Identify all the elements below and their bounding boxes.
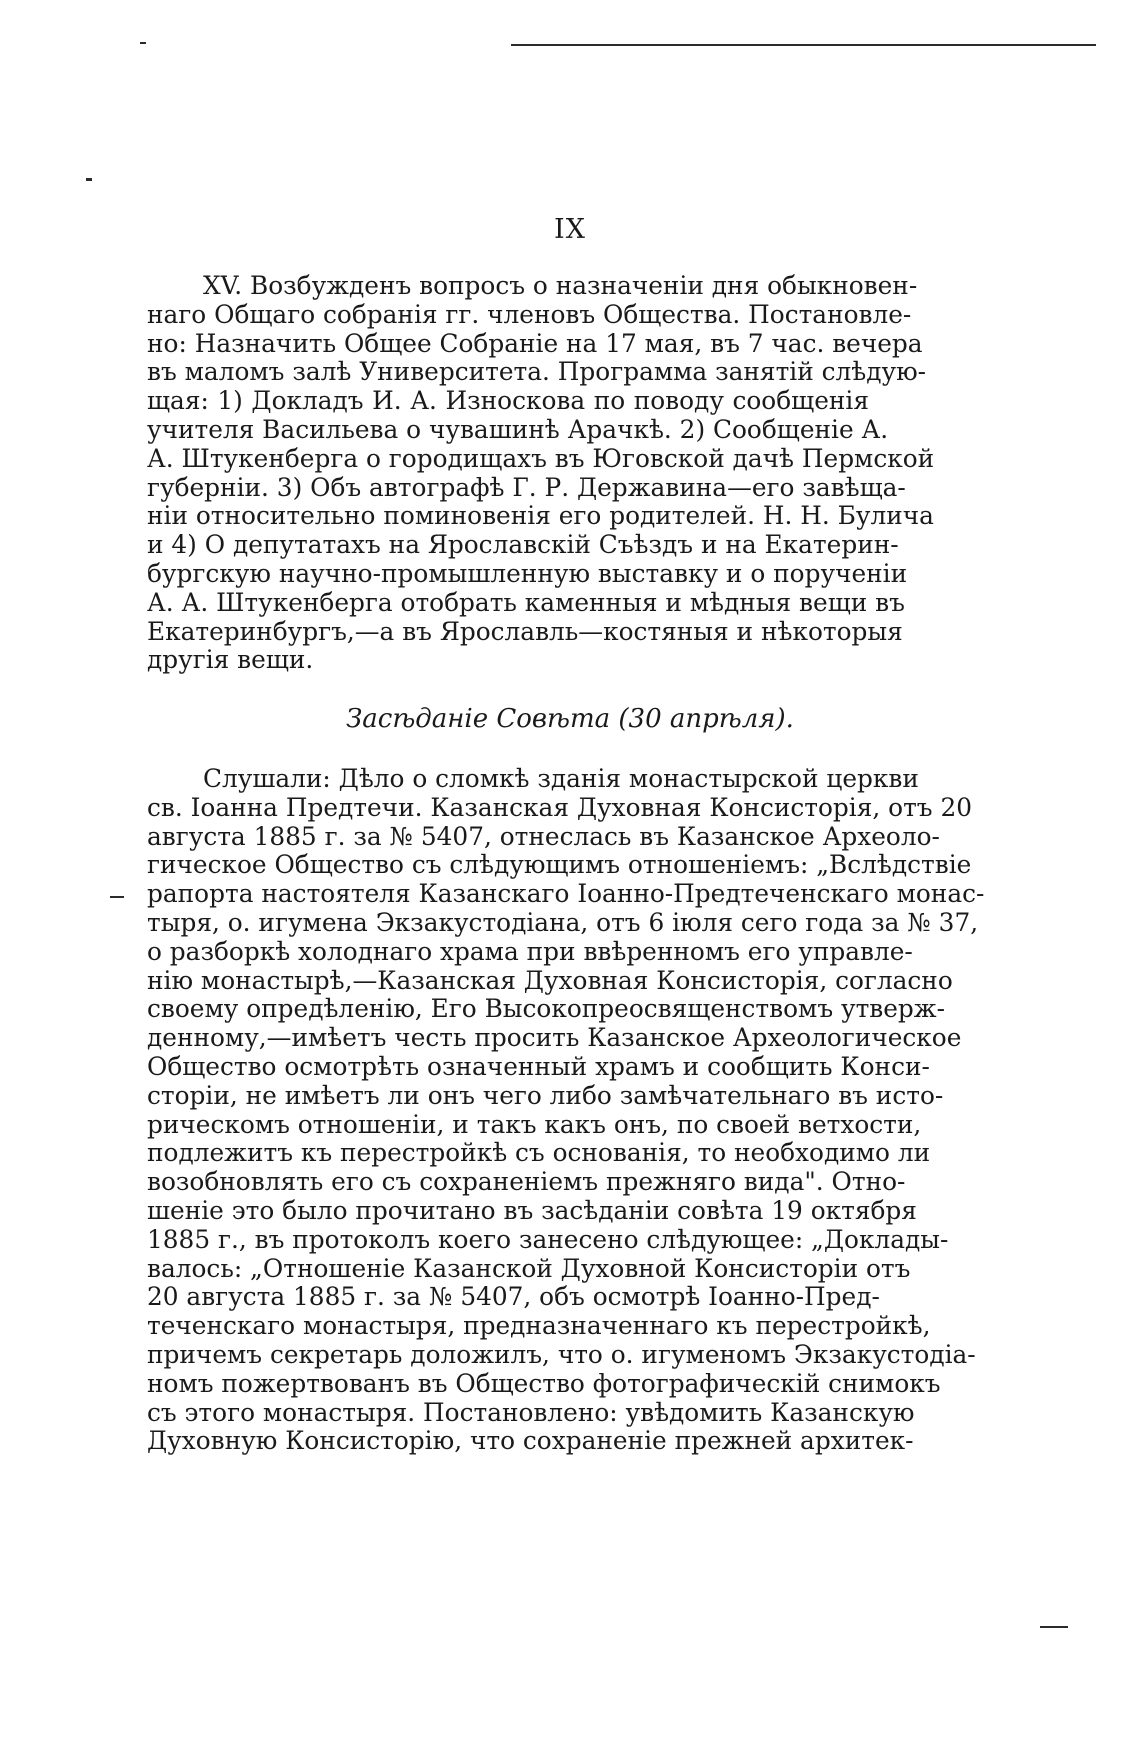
text-line: денному,—имѣетъ честь просить Казанское Археологическое [147, 1023, 962, 1053]
text-line: рическомъ отношеніи, и такъ какъ онъ, по своей ветхости, [147, 1109, 922, 1139]
text-line: Слушали: Дѣло о сломкѣ зданія монастырской церкви [203, 764, 919, 793]
text-line: св. Іоанна Предтечи. Казанская Духовная Консисторія, отъ 20 [147, 792, 972, 822]
text-line: въ маломъ залѣ Университета. Программа занятій слѣдую- [147, 357, 927, 387]
text-line: сторіи, не имѣетъ ли онъ чего либо замѣчательнаго въ исто- [147, 1080, 944, 1110]
text-line: о разборкѣ холоднаго храма при ввѣренномъ его управле- [147, 936, 913, 966]
margin-mark-left [110, 896, 124, 898]
text-line: гическое Общество съ слѣдующимъ отношеніемъ: „Вслѣдствіе [147, 850, 972, 880]
text-line: учителя Васильева о чувашинѣ Арачкѣ. 2) Сообщеніе А. [147, 414, 889, 444]
text-line: валось: „Отношеніе Казанской Духовной Консисторіи отъ [147, 1253, 911, 1283]
margin-mark-right [1040, 1626, 1068, 1628]
text-line: А. А. Штукенберга отобрать каменныя и мѣдныя вещи въ [147, 587, 905, 617]
text-line: августа 1885 г. за № 5407, отнеслась въ Казанское Археоло- [147, 821, 940, 851]
text-line: нію монастырѣ,—Казанская Духовная Консисторія, согласно [147, 965, 953, 995]
text-line: шеніе это было прочитано въ засѣданіи совѣта 19 октября [147, 1195, 917, 1225]
text-line: но: Назначить Общее Собраніе на 17 мая, въ 7 час. вечера [147, 328, 923, 358]
text-line: причемъ секретарь доложилъ, что о. игуменомъ Экзакустодіа- [147, 1339, 976, 1369]
text-line: своему опредѣленію, Его Высокопреосвященствомъ утверж- [147, 994, 945, 1024]
text-line: 1885 г., въ протоколъ коего занесено слѣдующее: „Доклады- [147, 1224, 949, 1254]
text-line: возобновлять его съ сохраненіемъ прежняго вида". Отно- [147, 1167, 906, 1197]
text-line: подлежитъ къ перестройкѣ съ основанія, то необходимо ли [147, 1138, 931, 1168]
page-number: IX [554, 214, 586, 245]
paragraph-2 [147, 764, 985, 1456]
text-line: ніи относительно поминовенія его родителей. Н. Н. Булича [147, 501, 934, 531]
text-line: Духовную Консисторію, что сохраненіе прежней архитек- [147, 1426, 914, 1456]
text-line: щая: 1) Докладъ И. А. Износкова по поводу сообщенія [147, 386, 869, 416]
scan-artifact-dot [86, 178, 92, 181]
text-line: Общество осмотрѣть означенный храмъ и сообщить Конси- [147, 1051, 930, 1081]
text-line: рапорта настоятеля Казанскаго Іоанно-Предтеченскаго монас- [147, 879, 985, 909]
scan-artifact-tick [140, 42, 146, 44]
text-line: съ этого монастыря. Постановлено: увѣдомить Казанскую [147, 1397, 915, 1427]
text-line: А. Штукенберга о городищахъ въ Юговской дачѣ Пермской [147, 443, 935, 473]
text-line: наго Общаго собранія гг. членовъ Общества. Постановле- [147, 299, 912, 329]
text-line: теченскаго монастыря, предназначеннаго къ перестройкѣ, [147, 1311, 931, 1341]
scan-artifact-top-rule [511, 44, 1096, 46]
text-line: тыря, о. игумена Экзакустодіана, отъ 6 іюля сего года за № 37, [147, 907, 979, 937]
text-line: номъ пожертвованъ въ Общество фотографическій снимокъ [147, 1368, 941, 1398]
section-heading: Засѣданіе Совѣта (30 апрѣля). [346, 704, 794, 734]
text-line: губерніи. 3) Объ автографѣ Г. Р. Державина—его завѣща- [147, 472, 906, 502]
paragraph-1 [147, 271, 935, 675]
text-line: Екатеринбургъ,—а въ Ярославль—костяныя и нѣкоторыя [147, 616, 903, 646]
text-line: бургскую научно-промышленную выставку и о порученіи [147, 558, 908, 588]
text-line: 20 августа 1885 г. за № 5407, объ осмотрѣ Іоанно-Пред- [147, 1282, 880, 1312]
text-line: другія вещи. [147, 645, 314, 675]
text-line: XV. Возбужденъ вопросъ о назначеніи дня обыкновен- [203, 271, 918, 300]
text-line: и 4) О депутатахъ на Ярославскій Съѣздъ и на Екатерин- [147, 530, 899, 560]
